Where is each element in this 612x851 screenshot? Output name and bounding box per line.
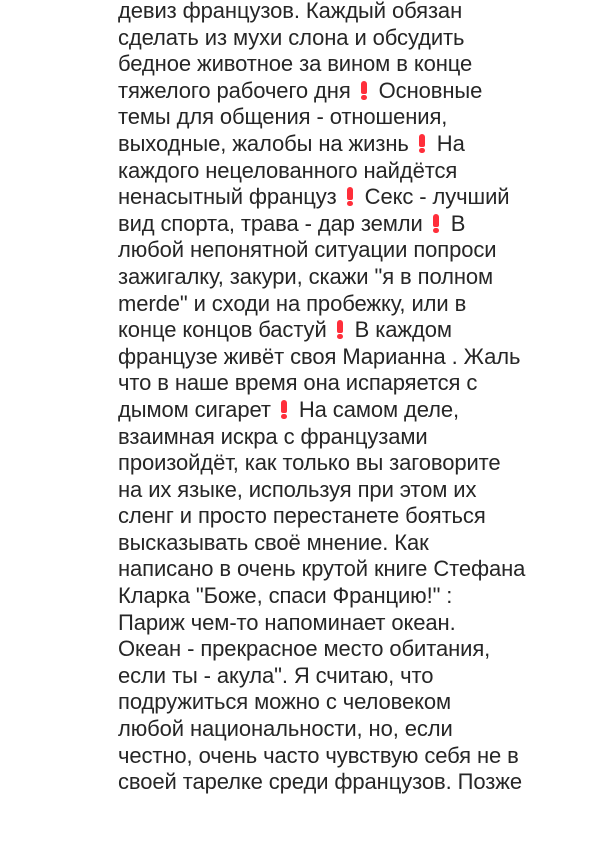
caption-text-segment: Основные [372, 77, 483, 103]
caption-text-segment: зажигалку, закури, скажи "я в полном [118, 263, 494, 289]
caption-line [118, 370, 612, 397]
caption-line [118, 158, 612, 185]
exclamation-emoji-icon [281, 400, 287, 419]
caption-text-segment: написано в очень крутой книге Стефана [118, 556, 526, 582]
exclamation-emoji-icon [361, 81, 367, 100]
caption-line [118, 25, 612, 52]
caption-text-segment: честно, очень часто чувствую себя не в [118, 742, 519, 768]
caption-line [118, 477, 612, 504]
caption-text-segment: Океан - прекрасное место обитания, [118, 636, 491, 662]
caption-text-segment: В каждом [348, 317, 452, 343]
caption-line [118, 716, 612, 743]
exclamation-emoji-icon [337, 320, 343, 339]
caption-line [118, 184, 612, 211]
caption-text-segment: сделать из мухи слона и обсудить [118, 24, 465, 50]
exclamation-emoji-icon [419, 134, 425, 153]
caption-line [118, 636, 612, 663]
exclamation-emoji-icon [433, 214, 439, 233]
caption-text-segment: если ты - акула". Я считаю, что [118, 662, 434, 688]
caption-text-segment: тяжелого рабочего дня [118, 77, 357, 103]
caption-line [118, 78, 612, 105]
caption-line [118, 450, 612, 477]
caption-text-segment: Секс - лучший [358, 184, 510, 210]
caption-text-segment: дымом сигарет [118, 396, 277, 422]
caption-text-segment: темы для общения - отношения, [118, 104, 448, 130]
caption-text-segment: ненасытный француз [118, 184, 343, 210]
caption-text-segment: французе живёт своя Марианна . Жаль [118, 343, 521, 369]
caption-text-segment: каждого нецелованного найдётся [118, 157, 458, 183]
caption-text-segment: В [444, 210, 466, 236]
post-caption-text [118, 0, 612, 796]
caption-line [118, 503, 612, 530]
caption-text-segment: бедное животное за вином в конце [118, 51, 473, 77]
caption-text-segment: выходные, жалобы на жизнь [118, 130, 415, 156]
caption-line [118, 344, 612, 371]
caption-line [118, 264, 612, 291]
caption-text-segment: любой непонятной ситуации попроси [118, 237, 497, 263]
caption-line [118, 769, 612, 796]
caption-line [118, 0, 612, 25]
caption-line [118, 663, 612, 690]
caption-text-segment: На самом деле, [292, 396, 460, 422]
caption-text-segment: конце концов бастуй [118, 317, 333, 343]
caption-line [118, 131, 612, 158]
caption-line [118, 291, 612, 318]
caption-line [118, 51, 612, 78]
caption-text-segment: девиз французов. Каждый обязан [118, 0, 463, 23]
caption-text-segment: подружиться можно с человеком [118, 689, 452, 715]
caption-line [118, 317, 612, 344]
exclamation-emoji-icon [347, 187, 353, 206]
caption-text-segment: merde" и сходи на пробежку, или в [118, 290, 467, 316]
caption-text-segment: вид спорта, трава - дар земли [118, 210, 429, 236]
caption-text-segment: что в наше время она испаряется с [118, 370, 478, 396]
caption-line [118, 237, 612, 264]
caption-line [118, 583, 612, 610]
caption-line [118, 424, 612, 451]
caption-text-segment: высказывать своё мнение. Как [118, 529, 429, 555]
caption-line [118, 211, 612, 238]
caption-line [118, 610, 612, 637]
caption-text-segment: сленг и просто перестанете бояться [118, 503, 486, 529]
caption-line [118, 104, 612, 131]
caption-text-segment: Кларка "Боже, спаси Францию!" : [118, 583, 453, 609]
caption-line [118, 689, 612, 716]
caption-text-segment: взаимная искра с французами [118, 423, 428, 449]
caption-line [118, 530, 612, 557]
caption-text-segment: Париж чем-то напоминает океан. [118, 609, 456, 635]
caption-line [118, 743, 612, 770]
caption-text-segment: На [430, 130, 465, 156]
caption-line [118, 397, 612, 424]
caption-text-segment: любой национальности, но, если [118, 716, 453, 742]
caption-text-segment: своей тарелке среди французов. Позже [118, 769, 522, 795]
caption-text-segment: на их языке, используя при этом их [118, 476, 477, 502]
caption-line [118, 556, 612, 583]
caption-text-segment: произойдёт, как только вы заговорите [118, 450, 501, 476]
